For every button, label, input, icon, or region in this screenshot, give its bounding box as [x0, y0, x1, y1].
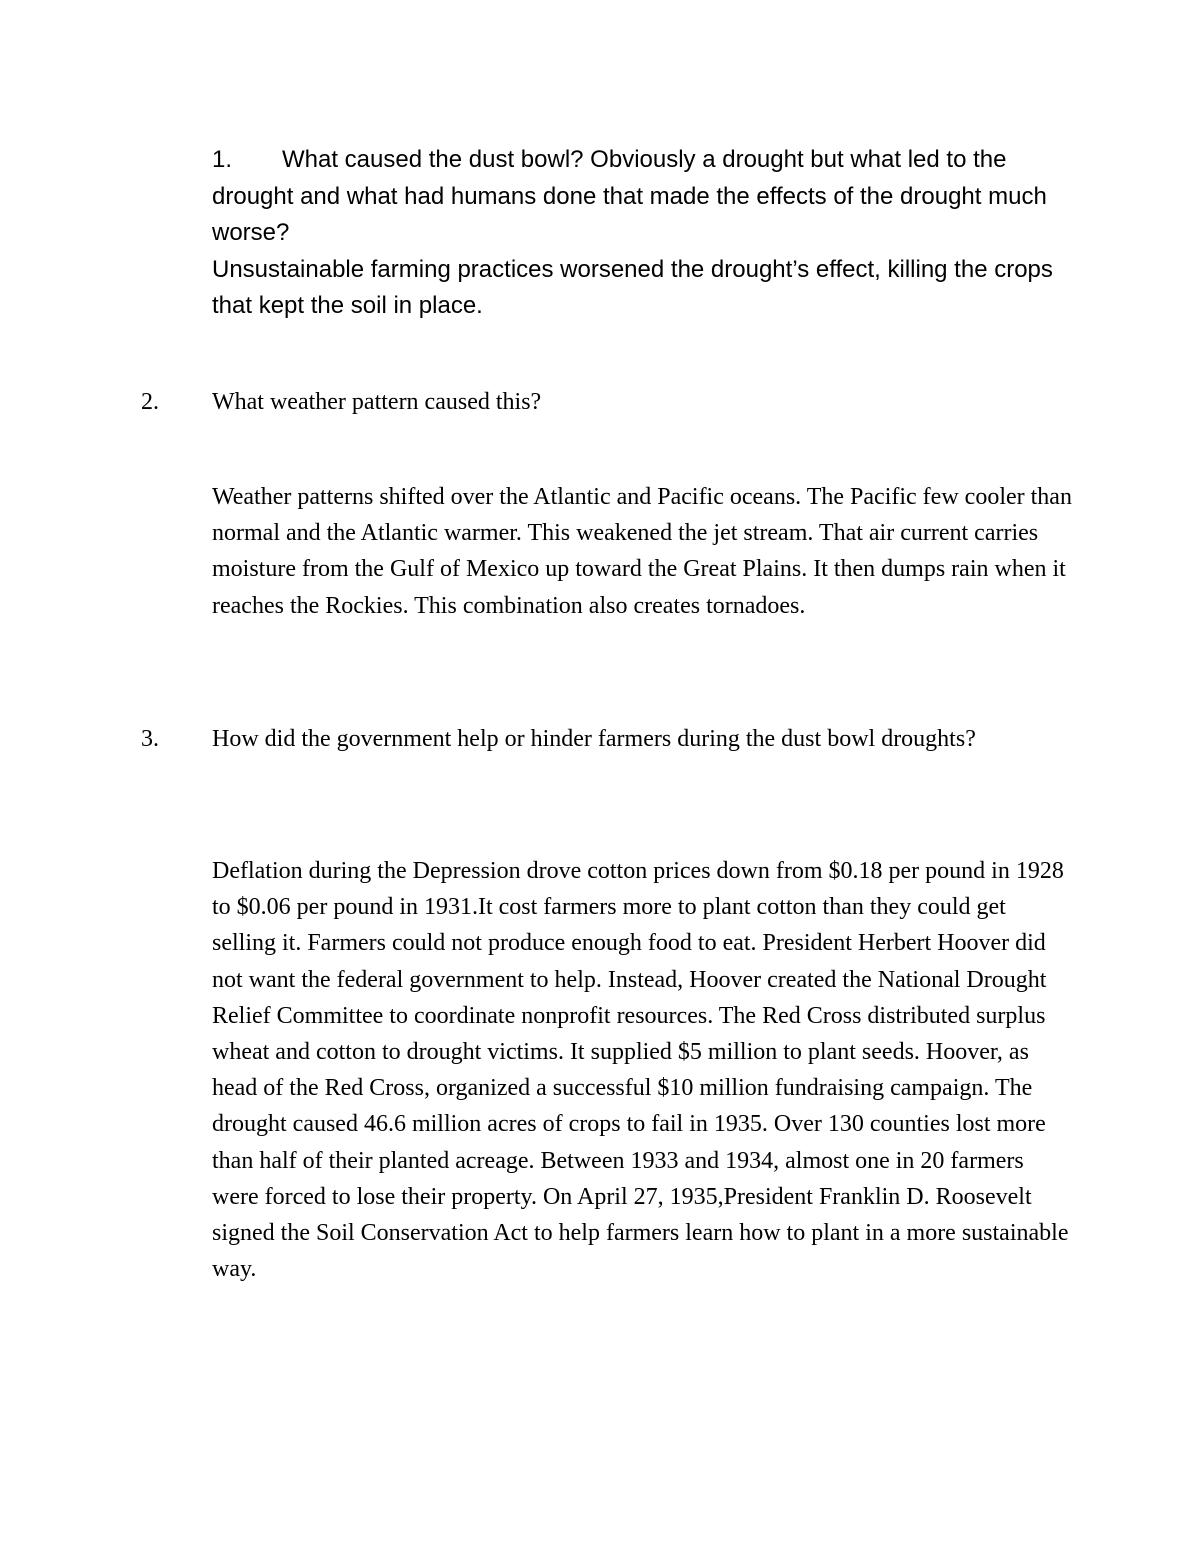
question-1-text	[212, 142, 1072, 252]
question-3-answer: Deflation during the Depression drove cotton prices down from $0.18 per pound in 1928 to $0.06 per pound in 1931.It cost farmers more to plant cotton than they could get selling it. Farmers could not produce enough food to eat. President Herbert Hoover did not want the federal government to help. Instead, Hoover created the National Drought Relief Committee to coordinate nonprofit resources. The Red Cross distributed surplus wheat and cotton to drought victims. It supplied $5 million to plant seeds. Hoover, as head of the Red Cross, organized a successful $10 million fundraising campaign. The drought caused 46.6 million acres of crops to fail in 1935. Over 130 counties lost more than half of their planted acreage. Between 1933 and 1934, almost one in 20 farmers were forced to lose their property. On April 27, 1935,President Franklin D. Roosevelt signed the Soil Conservation Act to help farmers learn how to plant in a more sustainable way.	[212, 858, 1069, 1283]
question-2-answer: Weather patterns shifted over the Atlantic and Pacific oceans. The Pacific few cooler than normal and the Atlantic warmer. This weakened the jet stream. That air current carries moisture from the Gulf of Mexico up toward the Great Plains. It then dumps rain when it reaches the Rockies. This combination also creates tornadoes.	[212, 484, 1072, 619]
question-1-answer: Unsustainable farming practices worsened the drought’s effect, killing the crops that kept the soil in place.	[212, 255, 1053, 319]
question-1-number: 1.	[212, 146, 233, 173]
question-2-text	[141, 384, 1091, 420]
question-1-block	[212, 142, 1072, 325]
question-2-number: 2.	[141, 389, 159, 415]
question-3-text	[141, 721, 991, 757]
question-1-prompt: What caused the dust bowl? Obviously a drought but what led to the drought and what had humans done that made the effects of the drought much worse?	[212, 146, 1047, 246]
question-3-prompt: How did the government help or hinder farmers during the dust bowl droughts?	[212, 726, 976, 752]
question-3-number: 3.	[141, 726, 159, 752]
question-2-prompt: What weather pattern caused this?	[212, 389, 542, 415]
